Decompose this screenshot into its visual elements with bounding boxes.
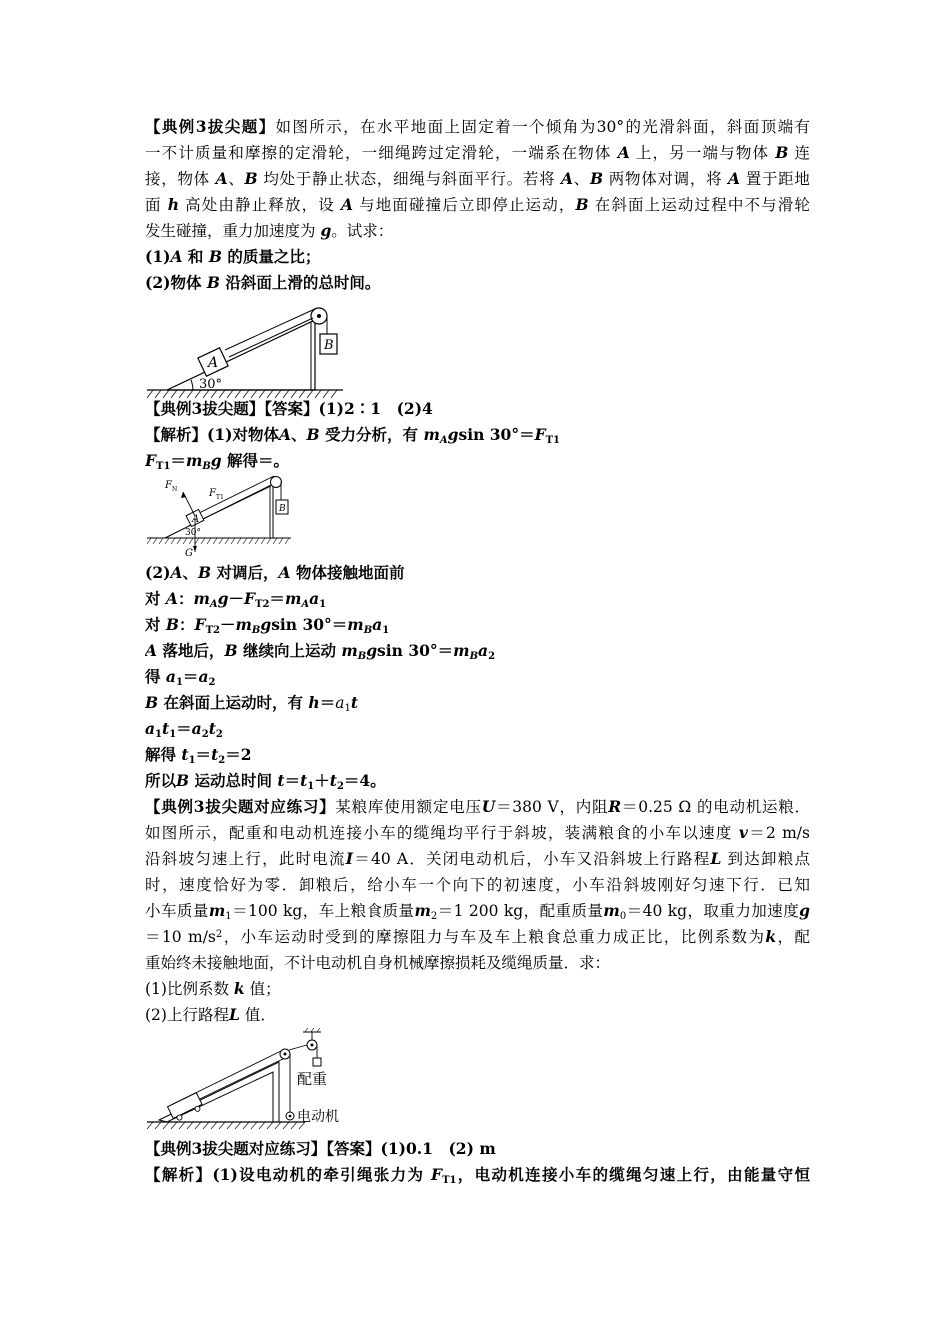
sol2-line-1: 【解析】(1)设电动机的牵引绳张力为 $F_{T1}$，电动机连接小车的缆绳匀速上行，由能量守恒 [145,1165,810,1186]
document-page [145,114,810,1188]
ex1-line-5: 发生碰撞，重力加速度为 g。试求： [145,221,394,240]
ex2-question-1: (1)比例系数 k 值； [145,979,281,998]
sol1-eq-c: A 落地后，B 继续向上运动 $m_Bgsin$ $30^\circ=m_Ba_2$ [145,641,496,662]
ex1-line-2: 一不计质量和摩擦的定滑轮，一细绳跨过定滑轮，一端系在物体 A 上，另一端与物体 B 连 [145,143,810,162]
ex2-answer: 【典例3拔尖题对应练习】【答案】(1)0.1 (2) m [145,1139,496,1158]
ex1-fig-label-b: B [324,338,334,353]
ex1-fig-angle: 30° [199,377,223,392]
sol1-fig-ft: F [209,488,216,499]
ex2-line-5: 小车质量$m_1=100$ kg，车上粮食质量$m_2=1$ 200 kg，配重质量$m_0=40$ kg，取重力加速度g [145,901,810,922]
sol1-eq-e: B 在斜面上运动时，有 $h=a_1t$ [145,693,358,714]
ex2-line-4: 时，速度恰好为零．卸粮后，给小车一个向下的初速度，小车沿斜坡刚好匀速下行．已知 [145,876,810,894]
sol1-fig-fn: F [165,480,172,491]
sol1-eq-f: $a_1t_1=a_2t_2$ [145,719,223,740]
sol1-part2-intro: (2)A、B 对调后，A 物体接触地面前 [145,563,405,582]
ex2-line-2: 如图所示，配重和电动机连接小车的缆绳均平行于斜坡，装满粮食的小车以速度 v＝2 m/s [145,823,810,842]
ex2-line-6: ＝10 $m/s^2$，小车运动时受到的摩擦阻力与车及车上粮食总重力成正比，比例系数为k，配 [145,927,810,946]
ex2-line-3: 沿斜坡匀速上行，此时电流I＝40 A．关闭电动机后，小车又沿斜坡上行路程L 到达卸粮点 [145,849,810,868]
ex1-tag: 【典例3拔尖题】 [145,117,276,136]
sol1-fig-g: G [185,548,193,559]
sol1-eq-b: 对 B：$F_{T2}-m_Bgsin$ $30^\circ=m_Ba_1$ [145,615,390,636]
sol1-force-figure [145,474,295,560]
ex1-answer: 【典例3拔尖题】【答案】(1)2∶1 (2)4 [145,399,433,418]
ex2-line-7: 重始终未接触地面，不计电动机自身机械摩擦损耗及缆绳质量．求： [145,954,611,972]
ex1-question-1: (1)A 和 B 的质量之比； [145,247,321,266]
svg-text:N: N [172,486,178,493]
ex2-question-2: (2)上行路程L 值． [145,1005,276,1024]
sol1-line-1: 【解析】(1)对物体A、B 受力分析，有 $m_Agsin$ $30^\circ=F_{T1}$ [145,425,560,446]
sol1-eq-d: 得 $a_1=a_2$ [145,667,216,688]
svg-text:T1: T1 [216,494,224,501]
sol1-fig-label-b: B [279,504,286,514]
ex1-line-3: 接，物体 A、B 均处于静止状态，细绳与斜面平行。若将 A、B 两物体对调，将 A 置于距地 [145,169,810,188]
ex2-motor-figure [145,1028,365,1132]
sol1-fig-angle: 30° [185,528,201,538]
ex1-incline-figure [145,302,355,402]
sol1-fig-label-a: A [192,514,200,525]
sol1-eq-a: 对 A：$m_Ag-F_{T2}=m_Aa_1$ [145,589,327,610]
ex1-line-1: 【典例3拔尖题】如图所示，在水平地面上固定着一个倾角为30°的光滑斜面，斜面顶端有 [145,117,810,136]
sol1-conclusion: 所以B 运动总时间 $t=t_1+t_2=4$。 [145,771,386,792]
ex2-fig-counterweight: 配重 [297,1070,328,1088]
sol1-eq-g: 解得 $t_1=t_2=2$ [145,745,252,766]
ex1-line-4: 面 h 高处由静止释放，设 A 与地面碰撞后立即停止运动，B 在斜面上运动过程中不与滑轮 [145,195,810,214]
sol1-line-2: $F_{T1}=m_Bg$ 解得＝。 [145,451,290,472]
ex2-line-1: 【典例3拔尖题对应练习】某粮库使用额定电压U＝380 V，内阻R＝0.25 Ω 的电动机运粮． [145,797,810,816]
ex1-fig-label-a: A [208,355,219,371]
ex2-fig-motor: 电动机 [297,1109,339,1125]
ex1-question-2: (2)物体 B 沿斜面上滑的总时间。 [145,273,381,292]
